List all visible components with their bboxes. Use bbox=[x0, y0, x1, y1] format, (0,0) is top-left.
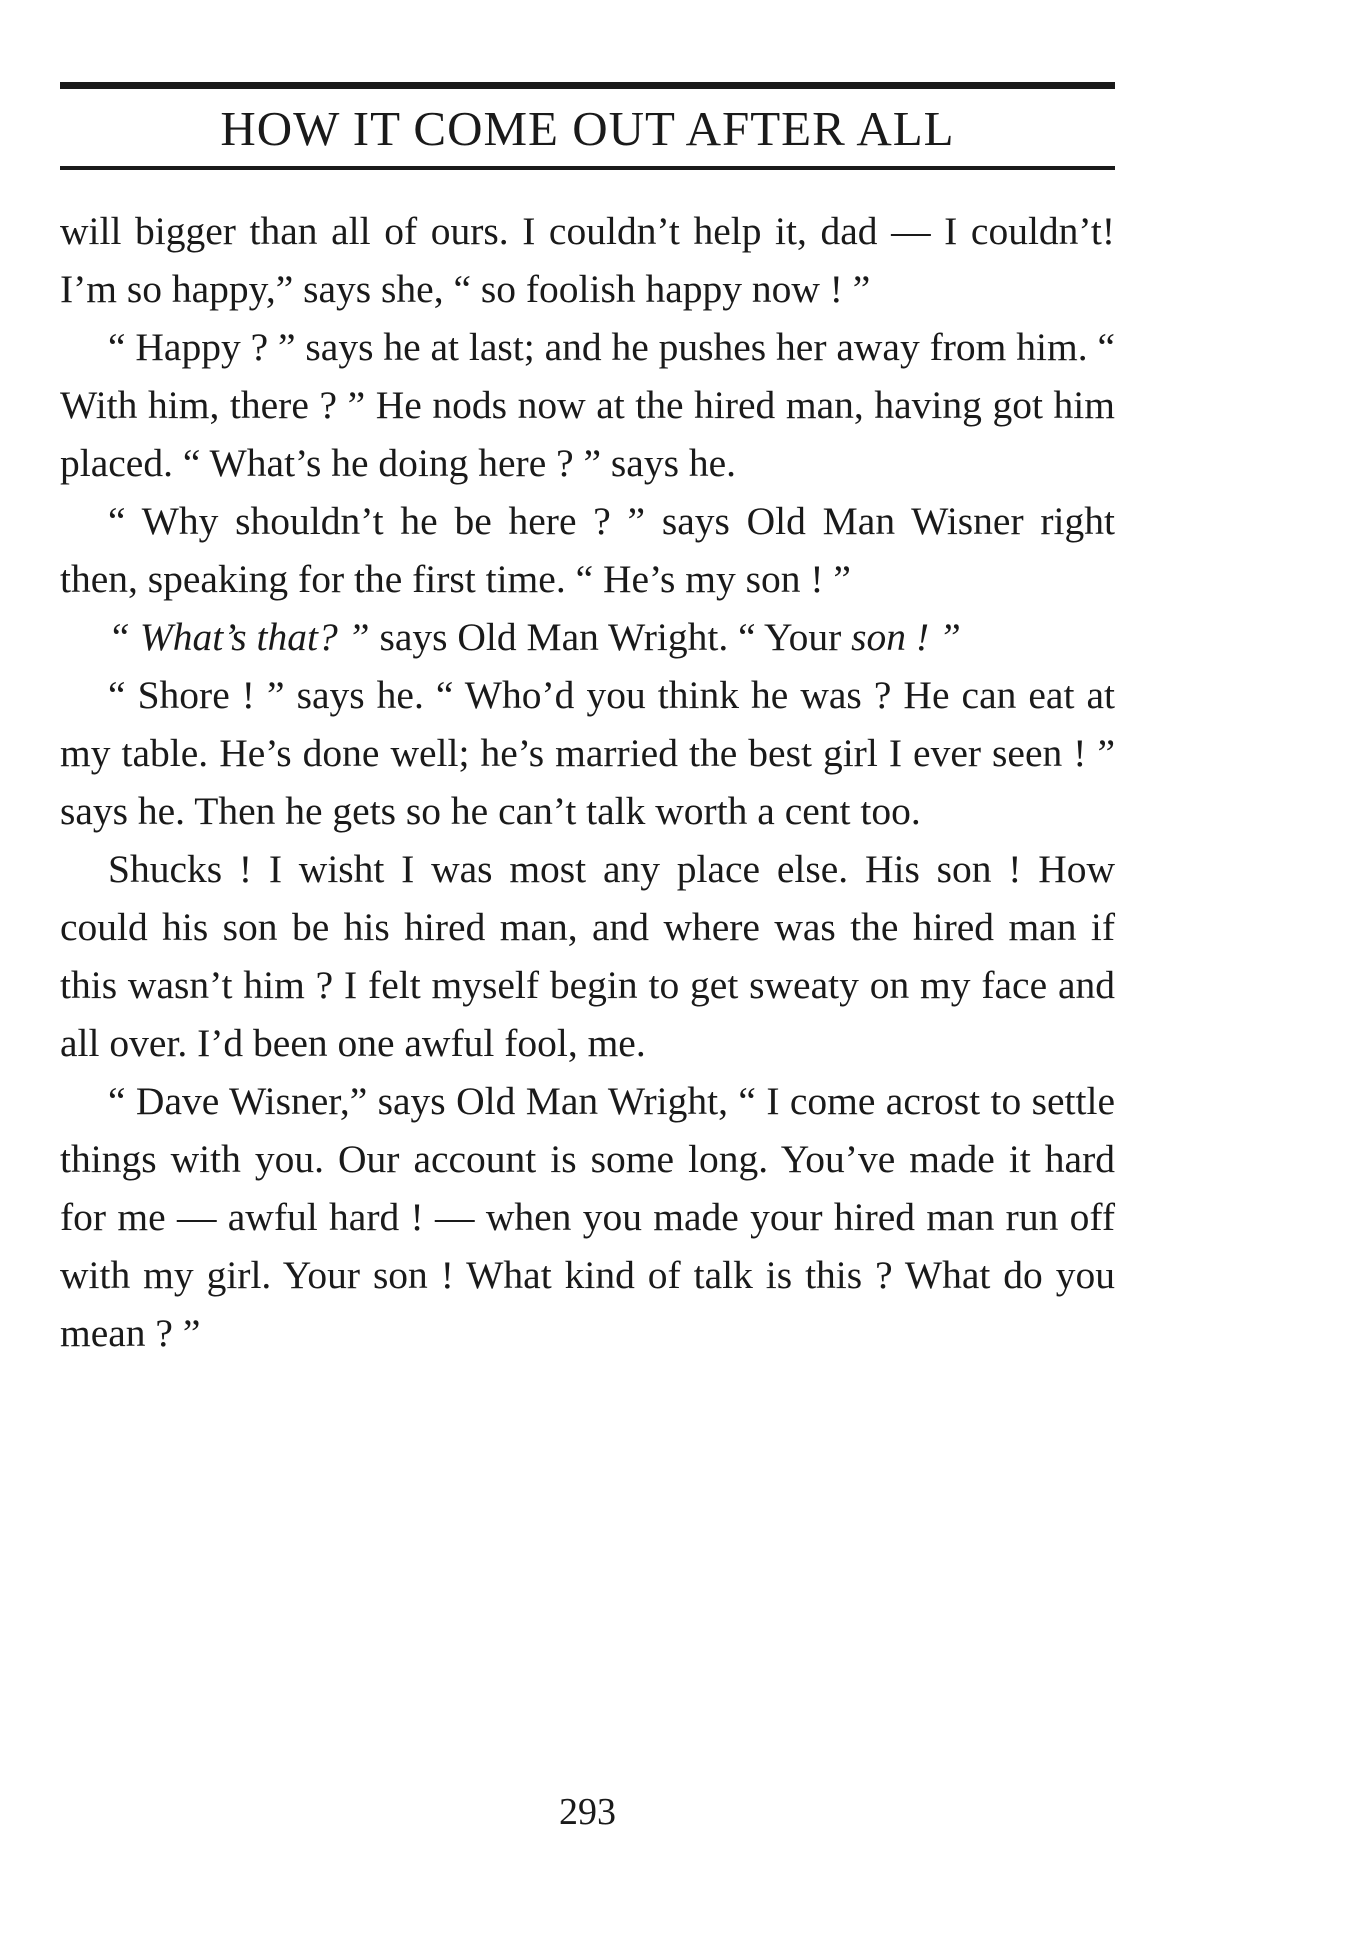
paragraph bbox=[60, 608, 1115, 666]
header-rule-bottom bbox=[60, 166, 1115, 170]
paragraph bbox=[60, 840, 1115, 1072]
italic-text: “ What’s that? ” bbox=[108, 615, 370, 659]
body-text bbox=[60, 202, 1115, 1362]
paragraph bbox=[60, 318, 1115, 492]
paragraph-text: will bigger than all of ours. I couldn’t help it, dad — I couldn’t! I’m so happy,” says she, “ so foolish happy now ! ” bbox=[60, 209, 1115, 311]
paragraph bbox=[60, 202, 1115, 318]
paragraph-text: “ Why shouldn’t he be here ? ” says Old Man Wisner right then, speaking for the first time. “ He’s my son ! ” bbox=[60, 499, 1115, 601]
paragraph-text: “ Shore ! ” says he. “ Who’d you think he was ? He can eat at my table. He’s done well; he’s married the best girl I ever seen ! ” says he. Then he gets so he can’t talk worth a cent too. bbox=[60, 673, 1115, 833]
header-rule-top bbox=[60, 82, 1115, 89]
running-head: HOW IT COME OUT AFTER ALL bbox=[220, 101, 955, 156]
paragraph bbox=[60, 492, 1115, 608]
paragraph bbox=[60, 666, 1115, 840]
page-number: 293 bbox=[559, 1791, 616, 1833]
paragraph-text: Shucks ! I wisht I was most any place else. His son ! How could his son be his hired man, and where was the hired man if this wasn’t him ? I felt myself begin to get sweaty on my face and all over. I’d been one awful fool, me. bbox=[60, 847, 1115, 1065]
paragraph-text: “ Happy ? ” says he at last; and he pushes her away from him. “ With him, there ? ” He nods now at the hired man, having got him placed. “ What’s he doing here ? ” says he. bbox=[60, 325, 1115, 485]
italic-text: son ! ” bbox=[851, 615, 961, 659]
paragraph-text: says Old Man Wright. “ Your bbox=[369, 615, 852, 659]
paragraph bbox=[60, 1072, 1115, 1362]
paragraph-text: “ Dave Wisner,” says Old Man Wright, “ I come acrost to settle things with you. Our account is some long. You’ve made it hard for me — awful hard ! — when you made your hired man run off with my girl. Your son ! What kind of talk is this ? What do you mean ? ” bbox=[60, 1079, 1115, 1355]
